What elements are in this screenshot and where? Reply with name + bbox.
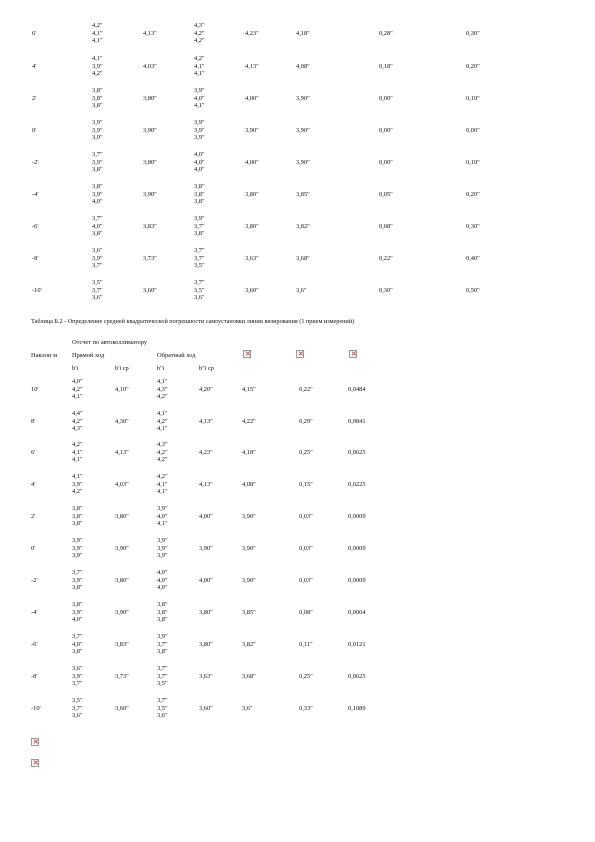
squared-deviation: 0,0009 xyxy=(348,545,366,552)
table-caption: Таблица Б.2 - Определение средней квадратической погрешности самоустановки линии визирования (1 прием измерений) xyxy=(31,318,355,325)
mean-value: 4,08" xyxy=(296,63,310,70)
deviation-value: 0,15" xyxy=(299,481,313,488)
reverse-readings: 4,3" 4,2" 4,2" xyxy=(194,22,205,45)
deviation-value: 0,22" xyxy=(379,255,393,262)
squared-deviation: 0,0009 xyxy=(348,577,366,584)
reverse-readings: 4,0" 4,0" 4,0" xyxy=(194,151,205,174)
reverse-average: 3,80" xyxy=(199,609,213,616)
angle-cell: 8' xyxy=(31,418,36,425)
deviation-value: 0,05" xyxy=(379,191,393,198)
forward-readings: 3,8" 3,8" 3,8" xyxy=(72,505,83,528)
reverse-average: 4,23" xyxy=(245,30,259,37)
squared-deviation: 0,0625 xyxy=(348,673,366,680)
reverse-readings: 3,9" 4,0" 4,1" xyxy=(194,87,205,110)
reverse-readings: 3,7" 3,5" 3,6" xyxy=(194,279,205,302)
mean-value: 3,90" xyxy=(296,95,310,102)
mean-value: 3,68" xyxy=(242,673,256,680)
forward-readings: 4,1" 3,9" 4,2" xyxy=(92,55,103,78)
mean-value: 3,90" xyxy=(296,127,310,134)
mean-value: 3,85" xyxy=(296,191,310,198)
angle-cell: -4' xyxy=(31,609,38,616)
reverse-average: 3,90" xyxy=(199,545,213,552)
reverse-readings: 3,8" 3,8" 3,8" xyxy=(157,601,168,624)
deviation-value: 0,08" xyxy=(299,609,313,616)
forward-readings: 3,7" 4,0" 3,8" xyxy=(92,215,103,238)
reverse-average: 3,80" xyxy=(245,223,259,230)
forward-average: 3,90" xyxy=(143,191,157,198)
angle-cell: 0' xyxy=(31,545,36,552)
reverse-readings: 3,7" 3,7" 3,5" xyxy=(194,247,205,270)
forward-average: 3,90" xyxy=(143,127,157,134)
difference-value: 0,30" xyxy=(466,30,480,37)
deviation-value: 0,25" xyxy=(299,449,313,456)
deviation-value: 0,03" xyxy=(299,577,313,584)
mean-value: 3,68" xyxy=(296,255,310,262)
reverse-average: 3,60" xyxy=(199,705,213,712)
mean-value: 4,08" xyxy=(242,481,256,488)
reverse-average: 4,13" xyxy=(245,63,259,70)
reverse-readings: 3,9" 3,7" 3,8" xyxy=(157,633,168,656)
difference-value: 0,20" xyxy=(466,63,480,70)
deviation-value: 0,03" xyxy=(299,513,313,520)
reverse-readings: 4,1" 4,2" 4,1" xyxy=(157,410,168,433)
reverse-average: 4,00" xyxy=(245,95,259,102)
mean-value: 3,90" xyxy=(296,159,310,166)
difference-value: 0,10" xyxy=(466,95,480,102)
reverse-readings: 3,9" 4,0" 4,1" xyxy=(157,505,168,528)
header-forward-avg: b'i ср xyxy=(115,365,129,372)
deviation-value: 0,11" xyxy=(299,641,313,648)
forward-readings: 3,8" 3,8" 3,8" xyxy=(92,87,103,110)
forward-average: 3,60" xyxy=(115,705,129,712)
squared-deviation: 0,1089 xyxy=(348,705,366,712)
angle-cell: 0' xyxy=(32,127,37,134)
deviation-value: 0,28" xyxy=(379,30,393,37)
header-group-label: Отсчет по автоколлиматору xyxy=(72,339,148,346)
angle-cell: 6' xyxy=(32,30,37,37)
deviation-value: 0,29" xyxy=(299,418,313,425)
mean-value: 3,82" xyxy=(296,223,310,230)
difference-value: 0,20" xyxy=(466,191,480,198)
forward-readings: 3,8" 3,9" 4,0" xyxy=(92,183,103,206)
mean-value: 4,18" xyxy=(242,449,256,456)
angle-cell: -10' xyxy=(31,705,41,712)
reverse-average: 4,00" xyxy=(245,159,259,166)
angle-cell: 2' xyxy=(32,95,37,102)
deviation-value: 0,08" xyxy=(379,223,393,230)
deviation-value: 0,18" xyxy=(379,63,393,70)
angle-cell: -2' xyxy=(32,159,39,166)
forward-average: 3,83" xyxy=(115,641,129,648)
forward-readings: 3,9" 3,9" 3,9" xyxy=(72,537,83,560)
reverse-readings: 3,8" 3,8" 3,8" xyxy=(194,183,205,206)
header-reverse: Обратный ход xyxy=(157,352,196,359)
forward-average: 4,10" xyxy=(115,386,129,393)
squared-deviation: 0,0121 xyxy=(348,641,366,648)
deviation-value: 0,33" xyxy=(299,705,313,712)
deviation-value: 0,00" xyxy=(379,159,393,166)
angle-cell: 10' xyxy=(31,386,39,393)
broken-image-icon xyxy=(31,759,39,767)
difference-value: 0,10" xyxy=(466,159,480,166)
angle-cell: -10' xyxy=(32,287,42,294)
forward-average: 3,80" xyxy=(143,159,157,166)
reverse-average: 3,80" xyxy=(245,191,259,198)
mean-value: 3,6" xyxy=(296,287,307,294)
reverse-readings: 4,2" 4,1" 4,1" xyxy=(194,55,205,78)
forward-readings: 3,5" 3,7" 3,6" xyxy=(92,279,103,302)
reverse-readings: 4,2" 4,1" 4,1" xyxy=(157,473,168,496)
angle-cell: 6' xyxy=(31,449,36,456)
mean-value: 3,82" xyxy=(242,641,256,648)
forward-average: 3,60" xyxy=(143,287,157,294)
broken-image-icon xyxy=(349,350,357,358)
forward-readings: 4,2" 4,1" 4,1" xyxy=(72,441,83,464)
reverse-readings: 3,7" 3,7" 3,5" xyxy=(157,665,168,688)
broken-image-icon xyxy=(31,738,39,746)
forward-average: 4,13" xyxy=(115,449,129,456)
reverse-average: 4,23" xyxy=(199,449,213,456)
header-forward: Прямой ход xyxy=(72,352,105,359)
squared-deviation: 0,0225 xyxy=(348,481,366,488)
header-angle: Наклон м xyxy=(31,352,58,359)
reverse-readings: 3,9" 3,9" 3,9" xyxy=(194,119,205,142)
header-reverse-b: b''i xyxy=(157,365,165,372)
reverse-average: 4,00" xyxy=(199,513,213,520)
difference-value: 0,50" xyxy=(466,287,480,294)
forward-readings: 3,7" 4,0" 3,8" xyxy=(72,633,83,656)
forward-average: 3,80" xyxy=(115,513,129,520)
deviation-value: 0,25" xyxy=(299,673,313,680)
broken-image-icon xyxy=(296,350,304,358)
reverse-readings: 3,7" 3,5" 3,6" xyxy=(157,697,168,720)
difference-value: 0,40" xyxy=(466,255,480,262)
mean-value: 3,90" xyxy=(242,545,256,552)
forward-average: 3,73" xyxy=(143,255,157,262)
angle-cell: -4' xyxy=(32,191,39,198)
mean-value: 3,6" xyxy=(242,705,253,712)
forward-readings: 3,8" 3,9" 4,0" xyxy=(72,601,83,624)
reverse-average: 4,13" xyxy=(199,481,213,488)
forward-readings: 4,2" 4,1" 4,1" xyxy=(92,22,103,45)
difference-value: 0,00" xyxy=(466,127,480,134)
forward-average: 3,83" xyxy=(143,223,157,230)
forward-average: 3,90" xyxy=(115,545,129,552)
forward-readings: 3,5" 3,7" 3,6" xyxy=(72,697,83,720)
mean-value: 4,22" xyxy=(242,418,256,425)
deviation-value: 0,03" xyxy=(299,545,313,552)
forward-readings: 3,7" 3,9" 3,8" xyxy=(72,569,83,592)
deviation-value: 0,00" xyxy=(379,127,393,134)
reverse-readings: 3,9" 3,7" 3,8" xyxy=(194,215,205,238)
forward-readings: 4,1" 3,9" 4,2" xyxy=(72,473,83,496)
reverse-average: 4,13" xyxy=(199,418,213,425)
angle-cell: -8' xyxy=(32,255,39,262)
reverse-average: 4,20" xyxy=(199,386,213,393)
angle-cell: -8' xyxy=(31,673,38,680)
angle-cell: 2' xyxy=(31,513,36,520)
reverse-readings: 3,9" 3,9" 3,9" xyxy=(157,537,168,560)
angle-cell: 4' xyxy=(31,481,36,488)
squared-deviation: 0,0009 xyxy=(348,513,366,520)
forward-average: 3,73" xyxy=(115,673,129,680)
forward-readings: 3,7" 3,9" 3,8" xyxy=(92,151,103,174)
reverse-readings: 4,3" 4,2" 4,2" xyxy=(157,441,168,464)
angle-cell: -6' xyxy=(31,641,38,648)
reverse-readings: 4,1" 4,3" 4,2" xyxy=(157,378,168,401)
reverse-average: 3,63" xyxy=(245,255,259,262)
squared-deviation: 0,0064 xyxy=(348,609,366,616)
forward-average: 4,03" xyxy=(143,63,157,70)
deviation-value: 0,22" xyxy=(299,386,313,393)
mean-value: 4,15" xyxy=(242,386,256,393)
reverse-readings: 4,0" 4,0" 4,0" xyxy=(157,569,168,592)
forward-readings: 3,6" 3,9" 3,7" xyxy=(92,247,103,270)
forward-average: 3,80" xyxy=(143,95,157,102)
forward-average: 4,03" xyxy=(115,481,129,488)
reverse-average: 3,60" xyxy=(245,287,259,294)
angle-cell: -2' xyxy=(31,577,38,584)
broken-image-icon xyxy=(243,350,251,358)
forward-readings: 3,6" 3,9" 3,7" xyxy=(72,665,83,688)
mean-value: 3,90" xyxy=(242,577,256,584)
mean-value: 3,90" xyxy=(242,513,256,520)
forward-readings: 4,0" 4,2" 4,1" xyxy=(72,378,83,401)
deviation-value: 0,00" xyxy=(379,95,393,102)
forward-average: 4,13" xyxy=(143,30,157,37)
forward-average: 3,90" xyxy=(115,609,129,616)
forward-average: 3,80" xyxy=(115,577,129,584)
angle-cell: 4' xyxy=(32,63,37,70)
reverse-average: 3,90" xyxy=(245,127,259,134)
mean-value: 4,18" xyxy=(296,30,310,37)
reverse-average: 3,80" xyxy=(199,641,213,648)
squared-deviation: 0,0484 xyxy=(348,386,366,393)
squared-deviation: 0,0625 xyxy=(348,449,366,456)
reverse-average: 3,63" xyxy=(199,673,213,680)
reverse-average: 4,00" xyxy=(199,577,213,584)
mean-value: 3,85" xyxy=(242,609,256,616)
forward-readings: 3,9" 3,9" 3,9" xyxy=(92,119,103,142)
difference-value: 0,30" xyxy=(466,223,480,230)
squared-deviation: 0,0841 xyxy=(348,418,366,425)
header-forward-b: b'i xyxy=(72,365,79,372)
header-reverse-avg: b''i ср xyxy=(199,365,214,372)
deviation-value: 0,30" xyxy=(379,287,393,294)
forward-readings: 4,4" 4,2" 4,3" xyxy=(72,410,83,433)
angle-cell: -6' xyxy=(32,223,39,230)
forward-average: 4,30" xyxy=(115,418,129,425)
